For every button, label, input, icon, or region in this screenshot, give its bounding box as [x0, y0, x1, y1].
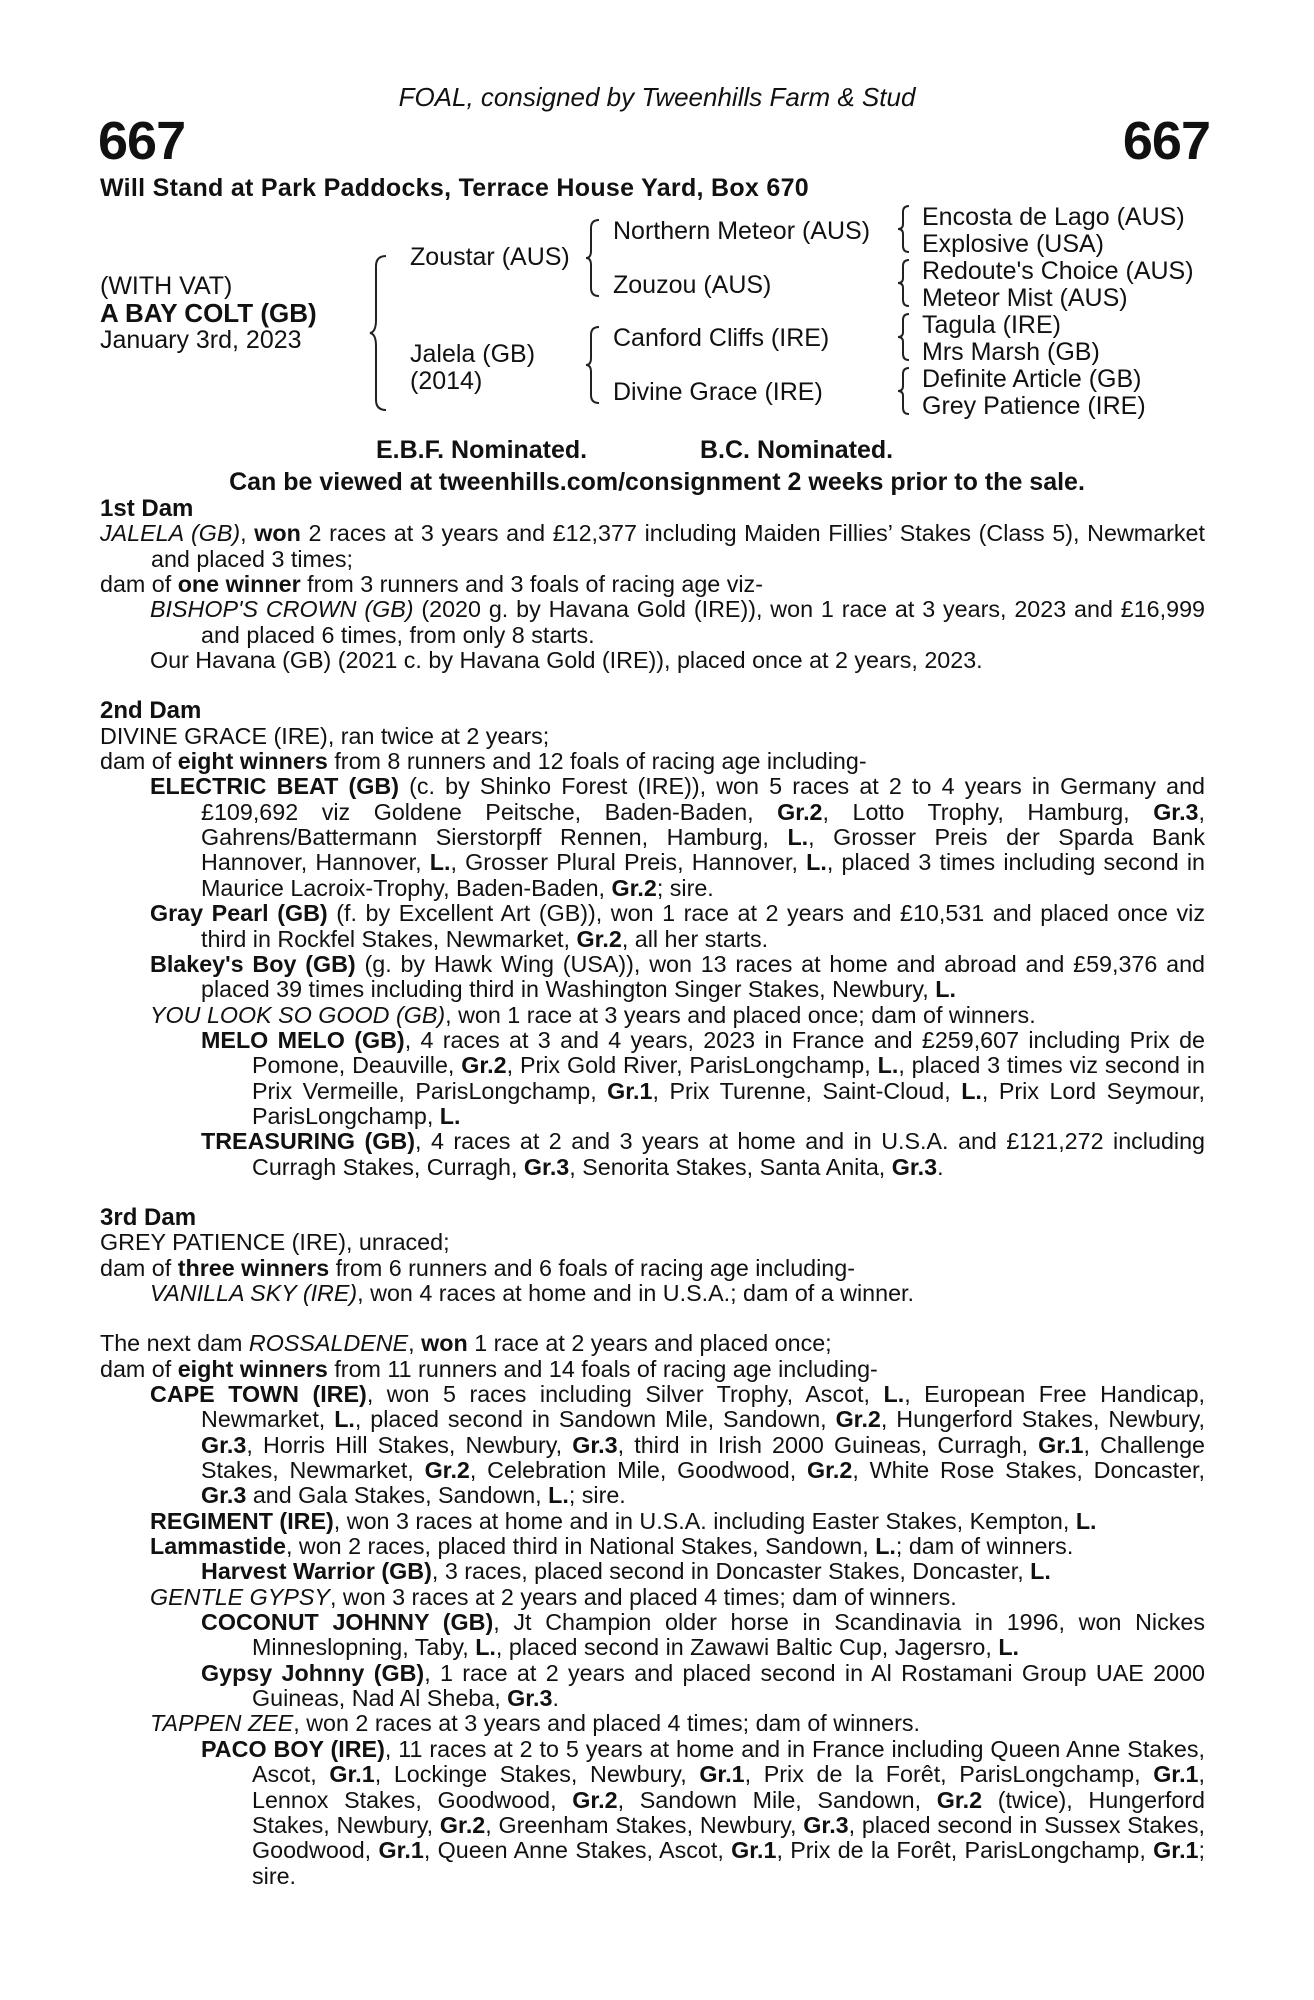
gen3-2: Explosive (USA) [922, 230, 1104, 258]
foaling-date: January 3rd, 2023 [100, 326, 302, 354]
produce-melo-melo: MELO MELO (GB), 4 races at 3 and 4 years, 2023 in France and £259,607 including Prix de Pomone, Deauville, Gr.2, Prix Gold River, ParisLongchamp, L., placed 3 times viz second in Prix Vermeille, ParisLongchamp, Gr.1, Prix Turenne, Saint-Cloud, L., Prix Lord Seymour, ParisLongchamp, L. [201, 1026, 1205, 1129]
viewing-note: Can be viewed at tweenhills.com/consignment 2 weeks prior to the sale. [229, 468, 1085, 496]
lot-number-left: 667 [98, 111, 186, 171]
sire-sire: Northern Meteor (AUS) [613, 217, 871, 245]
produce-lammastide: Lammastide, won 2 races, placed third in National Stakes, Sandown, L.; dam of winners. [150, 1533, 1074, 1560]
pedigree-brace-g3-1 [896, 204, 912, 254]
gen3-3: Redoute's Choice (AUS) [922, 257, 1194, 285]
produce-treasuring: TREASURING (GB), 4 races at 2 and 3 years at home and in U.S.A. and £121,272 including Curragh Stakes, Curragh, Gr.3, Senorita Stakes, Santa Anita, Gr.3. [201, 1128, 1205, 1180]
catalogue-body [100, 496, 1205, 1889]
gen3-8: Grey Patience (IRE) [922, 392, 1146, 420]
pedigree-brace-g3-4 [896, 366, 912, 416]
gen3-4: Meteor Mist (AUS) [922, 284, 1128, 312]
gen3-5: Tagula (IRE) [922, 311, 1061, 339]
next-dam-intro: The next dam ROSSALDENE, won 1 race at 2 years and placed once; [100, 1330, 832, 1357]
produce-gypsy-johnny: Gypsy Johnny (GB), 1 race at 2 years and placed second in Al Rostamani Group UAE 2000 Guineas, Nad Al Sheba, Gr.3. [201, 1659, 1205, 1712]
pedigree-brace-main [368, 254, 390, 412]
pedigree-brace-dam [584, 325, 602, 405]
produce-cape-town: CAPE TOWN (IRE), won 5 races including Silver Trophy, Ascot, L., European Free Handicap, Newmarket, L., placed second in Sandown Mile, Sandown, Gr.2, Hungerford Stakes, Newbury, Gr.3, Horris Hill Stakes, Newbury, Gr.3, third in Irish 2000 Guineas, Curragh, Gr.1, Challenge Stakes, Newmarket, Gr.2, Celebration Mile, Goodwood, Gr.2, White Rose Stakes, Doncaster, Gr.3 and Gala Stakes, Sandown, L.; sire. [150, 1381, 1206, 1509]
dam-dam: Divine Grace (IRE) [613, 378, 823, 406]
produce-bishops-crown: BISHOP'S CROWN (GB) (2020 g. by Havana Gold (IRE)), won 1 race at 3 years, 2023 and £16,999 and placed 6 times, from only 8 starts. [150, 596, 1205, 648]
pedigree-brace-g3-2 [896, 258, 912, 308]
sire: Zoustar (AUS) [410, 243, 570, 271]
gen3-7: Definite Article (GB) [922, 365, 1142, 393]
gen3-1: Encosta de Lago (AUS) [922, 203, 1185, 231]
next-dam-produce: dam of eight winners from 11 runners and 14 foals of racing age including- [100, 1355, 878, 1382]
gen3-6: Mrs Marsh (GB) [922, 338, 1100, 366]
dam: Jalela (GB) [410, 340, 536, 368]
third-dam-heading: 3rd Dam [100, 1203, 197, 1231]
lot-number-right: 667 [1122, 111, 1210, 171]
produce-paco-boy: PACO BOY (IRE), 11 races at 2 to 5 years at home and in France including Queen Anne Stakes, Ascot, Gr.1, Lockinge Stakes, Newbury, Gr.1, Prix de la Forêt, ParisLongchamp, Gr.1, Lennox Stakes, Goodwood, Gr.2, Sandown Mile, Sandown, Gr.2 (twice), Hungerford Stakes, Newbury, Gr.2, Greenham Stakes, Newbury, Gr.3, placed second in Sussex Stakes, Goodwood, Gr.1, Queen Anne Stakes, Ascot, Gr.1, Prix de la Forêt, ParisLongchamp, Gr.1; sire. [201, 1735, 1206, 1889]
produce-gentle-gypsy: GENTLE GYPSY, won 3 races at 2 years and placed 4 times; dam of winners. [150, 1583, 957, 1610]
vat-label: (WITH VAT) [100, 272, 233, 300]
second-dam-intro: DIVINE GRACE (IRE), ran twice at 2 years; [100, 722, 550, 749]
produce-harvest-warrior: Harvest Warrior (GB), 3 races, placed second in Doncaster Stakes, Doncaster, L. [201, 1558, 1051, 1585]
consignment-header: FOAL, consigned by Tweenhills Farm & Stud [398, 82, 916, 112]
produce-coconut-johnny: COCONUT JOHNNY (GB), Jt Champion older horse in Scandinavia in 1996, won Nickes Minneslopning, Taby, L., placed second in Zawawi Baltic Cup, Jagersro, L. [201, 1609, 1205, 1661]
produce-you-look-so-good: YOU LOOK SO GOOD (GB), won 1 race at 3 years and placed once; dam of winners. [150, 1001, 1036, 1028]
second-dam-heading: 2nd Dam [100, 697, 202, 725]
produce-our-havana: Our Havana (GB) (2021 c. by Havana Gold (IRE)), placed once at 2 years, 2023. [150, 647, 983, 674]
second-dam-produce: dam of eight winners from 8 runners and 12 foals of racing age including- [100, 748, 867, 775]
produce-blakeys-boy: Blakey's Boy (GB) (g. by Hawk Wing (USA)), won 13 races at home and abroad and £59,376 and placed 39 times including third in Washington Singer Stakes, Newbury, L. [150, 950, 1205, 1003]
third-dam-intro: GREY PATIENCE (IRE), unraced; [100, 1229, 450, 1256]
dam-year: (2014) [410, 367, 483, 395]
first-dam-heading: 1st Dam [100, 495, 194, 522]
produce-electric-beat: ELECTRIC BEAT (GB) (c. by Shinko Forest (IRE)), won 5 races at 2 to 4 years in Germany and £109,692 viz Goldene Peitsche, Baden-Baden, Gr.2, Lotto Trophy, Hamburg, Gr.3, Gahrens/Battermann Sierstorpff Rennen, Hamburg, L., Grosser Preis der Sparda Bank Hannover, Hannover, L., Grosser Plural Preis, Hannover, L., placed 3 times including second in Maurice Lacroix-Trophy, Baden-Baden, Gr.2; sire. [150, 773, 1206, 901]
third-dam-produce: dam of three winners from 6 runners and 6 foals of racing age including- [100, 1254, 855, 1281]
stand-location: Will Stand at Park Paddocks, Terrace House Yard, Box 670 [100, 174, 809, 202]
first-dam-record: JALELA (GB), won 2 races at 3 years and £12,377 including Maiden Fillies’ Stakes (Class 5), Newmarket and placed 3 times; [100, 520, 1205, 572]
produce-vanilla-sky: VANILLA SKY (IRE), won 4 races at home and in U.S.A.; dam of a winner. [150, 1279, 914, 1306]
pedigree-brace-sire [584, 218, 602, 298]
produce-regiment: REGIMENT (IRE), won 3 races at home and in U.S.A. including Easter Stakes, Kempton, L. [150, 1507, 1097, 1534]
pedigree-brace-g3-3 [896, 312, 912, 362]
first-dam-produce: dam of one winner from 3 runners and 3 foals of racing age viz- [100, 571, 763, 598]
sire-dam: Zouzou (AUS) [613, 271, 772, 299]
horse-name: A BAY COLT (GB) [100, 298, 317, 328]
bc-nominated: B.C. Nominated. [700, 436, 894, 464]
ebf-nominated: E.B.F. Nominated. [376, 436, 588, 464]
dam-sire: Canford Cliffs (IRE) [613, 324, 830, 352]
produce-gray-pearl: Gray Pearl (GB) (f. by Excellent Art (GB)), won 1 race at 2 years and £10,531 and placed once viz third in Rockfel Stakes, Newmarket, Gr.2, all her starts. [150, 900, 1205, 952]
produce-tappen-zee: TAPPEN ZEE, won 2 races at 3 years and placed 4 times; dam of winners. [150, 1710, 921, 1737]
